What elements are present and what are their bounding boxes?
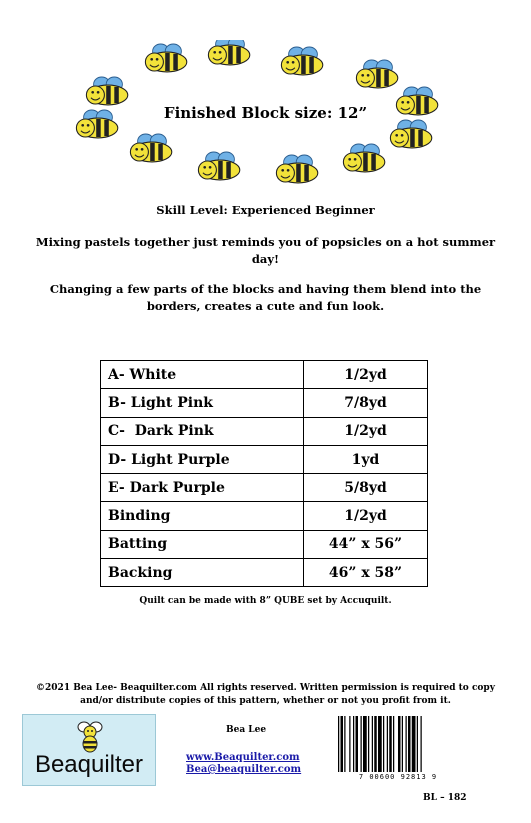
material-item: Binding [101,502,304,530]
pattern-code: BL – 182 [423,793,467,803]
table-row [101,361,428,389]
bee-icon [208,40,249,65]
material-amount: 46” x 58” [304,559,428,587]
skill-level: Skill Level: Experienced Beginner [156,203,375,217]
qube-note: Quilt can be made with 8” QUBE set by Accuquilt. [139,596,392,606]
table-row [101,559,428,587]
bee-icon [86,77,127,105]
bee-icon [390,120,431,148]
author-name: Bea Lee [226,725,267,735]
bee-icon [276,155,317,183]
table-row [101,445,428,473]
bee-icon [130,134,171,162]
material-amount: 1/2yd [304,361,428,389]
logo-text: Beaquilter [34,751,144,778]
material-item: C- Dark Pink [101,417,304,445]
bee-icon [343,144,384,172]
material-amount: 44” x 56” [304,530,428,558]
material-item: Batting [101,530,304,558]
material-amount: 7/8yd [304,389,428,417]
table-row [101,474,428,502]
beaquilter-logo [22,714,156,786]
barcode [336,716,460,772]
bee-icon [356,60,397,88]
material-amount: 1/2yd [304,417,428,445]
description-line: Mixing pastels together just reminds you of popsicles on a hot summer day! [35,235,496,266]
material-item: A- White [101,361,304,389]
table-row [101,389,428,417]
barcode-number: 7 00600 92813 9 [358,773,438,781]
description-line: Changing a few parts of the blocks and having them blend into the borders, creates a cute and fun look. [49,282,482,313]
material-amount: 5/8yd [304,474,428,502]
material-amount: 1/2yd [304,502,428,530]
table-row [101,502,428,530]
bee-icon [75,719,105,753]
website-link[interactable]: www.Beaquilter.com [186,752,300,763]
material-item: E- Dark Purple [101,474,304,502]
material-item: Backing [101,559,304,587]
table-row [101,530,428,558]
bee-icon [198,152,239,180]
email-link[interactable]: Bea@beaquilter.com [186,764,302,775]
material-amount: 1yd [304,445,428,473]
materials-table [100,360,428,587]
table-row [101,417,428,445]
bee-icon [145,44,186,72]
material-item: B- Light Pink [101,389,304,417]
block-size-title: Finished Block size: 12” [163,104,368,122]
material-item: D- Light Purple [101,445,304,473]
copyright-notice: ©2021 Bea Lee- Beaquilter.com All rights reserved. Written permission is required to copy and/or distribute copies of this pattern, whether or not you profit from it. [36,683,495,706]
bee-icon [281,47,322,75]
